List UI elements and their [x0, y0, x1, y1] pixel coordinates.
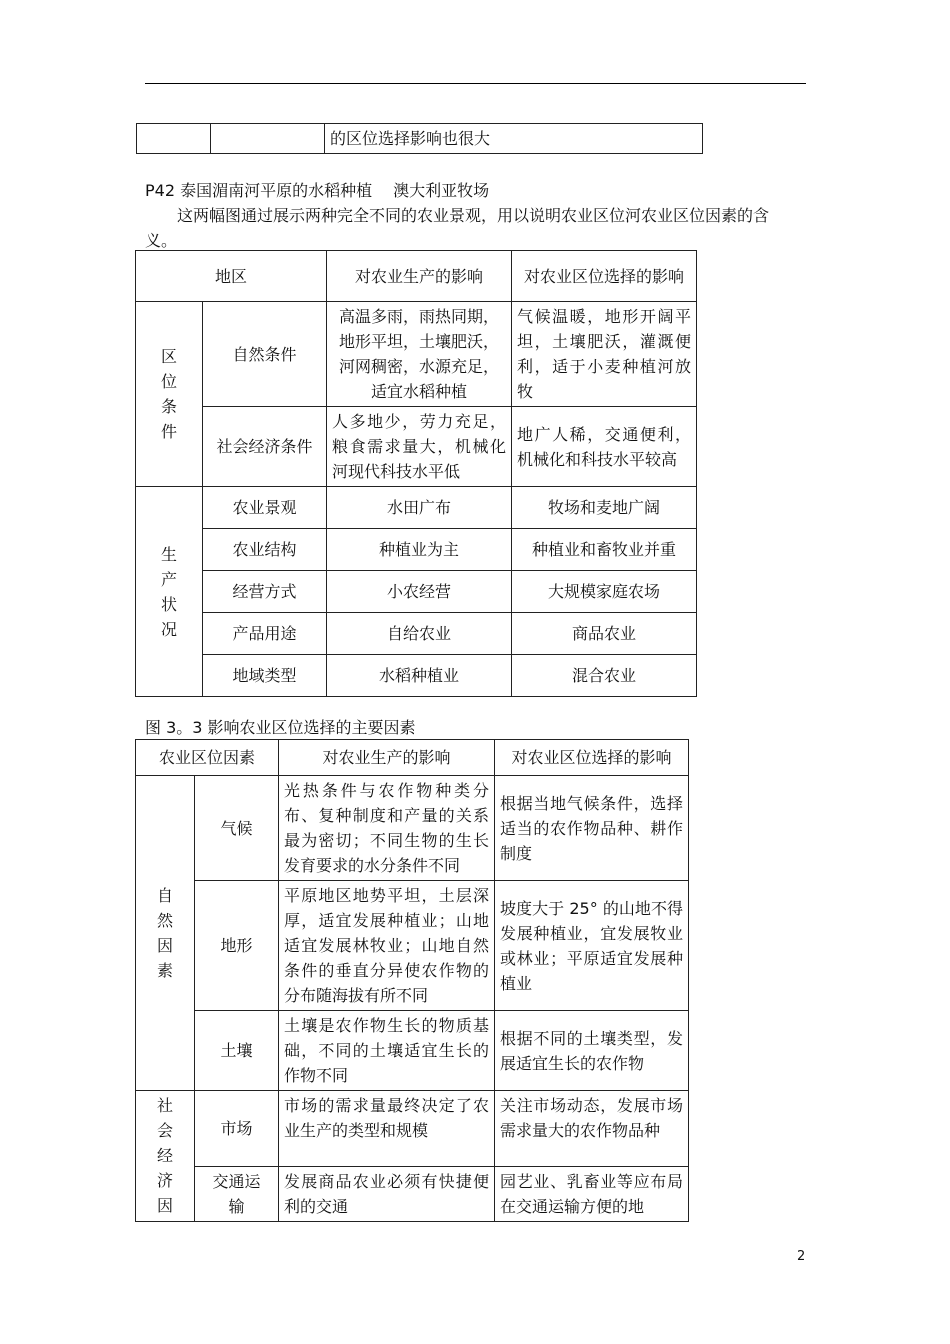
header-production-impact: 对农业生产的影响	[327, 251, 512, 302]
row-label: 气候	[195, 776, 279, 881]
header-rule	[145, 83, 806, 84]
comparison-table	[135, 250, 697, 697]
header-location-impact: 对农业区位选择的影响	[495, 740, 689, 776]
row-label: 自然条件	[203, 302, 327, 407]
cell-production-impact: 种植业为主	[327, 529, 512, 571]
cell-production-impact: 平原地区地势平坦，土层深厚，适宜发展种植业；山地适宜发展林牧业；山地自然条件的垂直分异使农作物的分布随海拔有所不同	[279, 881, 495, 1011]
row-label: 地形	[195, 881, 279, 1011]
cell-production-impact: 发展商品农业必须有快捷便利的交通	[279, 1167, 495, 1222]
cell-production-impact: 水田广布	[327, 487, 512, 529]
cell-location-impact: 商品农业	[512, 613, 697, 655]
cell-production-impact: 光热条件与农作物种类分布、复种制度和产量的关系最为密切；不同生物的生长发育要求的水分条件不同	[279, 776, 495, 881]
cell-production-impact: 小农经营	[327, 571, 512, 613]
group-label-natural-factors: 自然因素	[136, 776, 195, 1091]
group-label-socioeconomic-factors: 社会经济因	[136, 1091, 195, 1222]
cell-production-impact: 高温多雨，雨热同期，地形平坦，土壤肥沃，河网稠密，水源充足，适宜水稻种植	[327, 302, 512, 407]
empty-cell	[137, 124, 211, 154]
group-label-production-status: 生产状况	[136, 487, 203, 697]
header-production-impact: 对农业生产的影响	[279, 740, 495, 776]
cell-location-impact: 坡度大于 25° 的山地不得发展种植业，宜发展牧业或林业；平原适宜发展种植业	[495, 881, 689, 1011]
section-heading: P42 泰国湄南河平原的水稻种植 澳大利亚牧场	[145, 181, 490, 200]
group-label-location-conditions: 区位条件	[136, 302, 203, 487]
cell-location-impact: 根据不同的土壤类型，发展适宜生长的农作物	[495, 1011, 689, 1091]
row-label: 农业结构	[203, 529, 327, 571]
cell-production-impact: 水稻种植业	[327, 655, 512, 697]
cell-location-impact: 园艺业、乳畜业等应布局在交通运输方便的地	[495, 1167, 689, 1222]
cell-production-impact: 市场的需求量最终决定了农业生产的类型和规模	[279, 1091, 495, 1167]
row-label: 农业景观	[203, 487, 327, 529]
row-label: 土壤	[195, 1011, 279, 1091]
cell-location-impact: 牧场和麦地广阔	[512, 487, 697, 529]
row-label: 交通运输	[195, 1167, 279, 1222]
header-factor: 农业区位因素	[136, 740, 279, 776]
empty-cell	[211, 124, 325, 154]
section-description-cont: 义。	[145, 231, 178, 250]
cell-location-impact: 大规模家庭农场	[512, 571, 697, 613]
section-description: 这两幅图通过展示两种完全不同的农业景观，用以说明农业区位河农业区位因素的含	[177, 206, 770, 225]
row-label: 产品用途	[203, 613, 327, 655]
row-label: 地域类型	[203, 655, 327, 697]
row-label: 经营方式	[203, 571, 327, 613]
factors-table	[135, 739, 689, 1222]
continuation-text: 的区位选择影响也很大	[325, 124, 703, 154]
cell-location-impact: 关注市场动态，发展市场需求量大的农作物品种	[495, 1091, 689, 1167]
cell-location-impact: 种植业和畜牧业并重	[512, 529, 697, 571]
cell-production-impact: 自给农业	[327, 613, 512, 655]
cell-location-impact: 地广人稀，交通便利，机械化和科技水平较高	[512, 407, 697, 487]
cell-location-impact: 气候温暖，地形开阔平坦，土壤肥沃，灌溉便利，适于小麦种植河放牧	[512, 302, 697, 407]
cell-production-impact: 土壤是农作物生长的物质基础，不同的土壤适宜生长的作物不同	[279, 1011, 495, 1091]
cell-production-impact: 人多地少，劳力充足，粮食需求量大，机械化河现代科技水平低	[327, 407, 512, 487]
cell-location-impact: 根据当地气候条件，选择适当的农作物品种、耕作制度	[495, 776, 689, 881]
row-label: 社会经济条件	[203, 407, 327, 487]
figure-caption: 图 3。3 影响农业区位选择的主要因素	[145, 718, 416, 737]
row-label: 市场	[195, 1091, 279, 1167]
page-number: 2	[797, 1249, 806, 1264]
header-region: 地区	[136, 251, 327, 302]
cell-location-impact: 混合农业	[512, 655, 697, 697]
header-location-impact: 对农业区位选择的影响	[512, 251, 697, 302]
continuation-table	[136, 123, 703, 154]
